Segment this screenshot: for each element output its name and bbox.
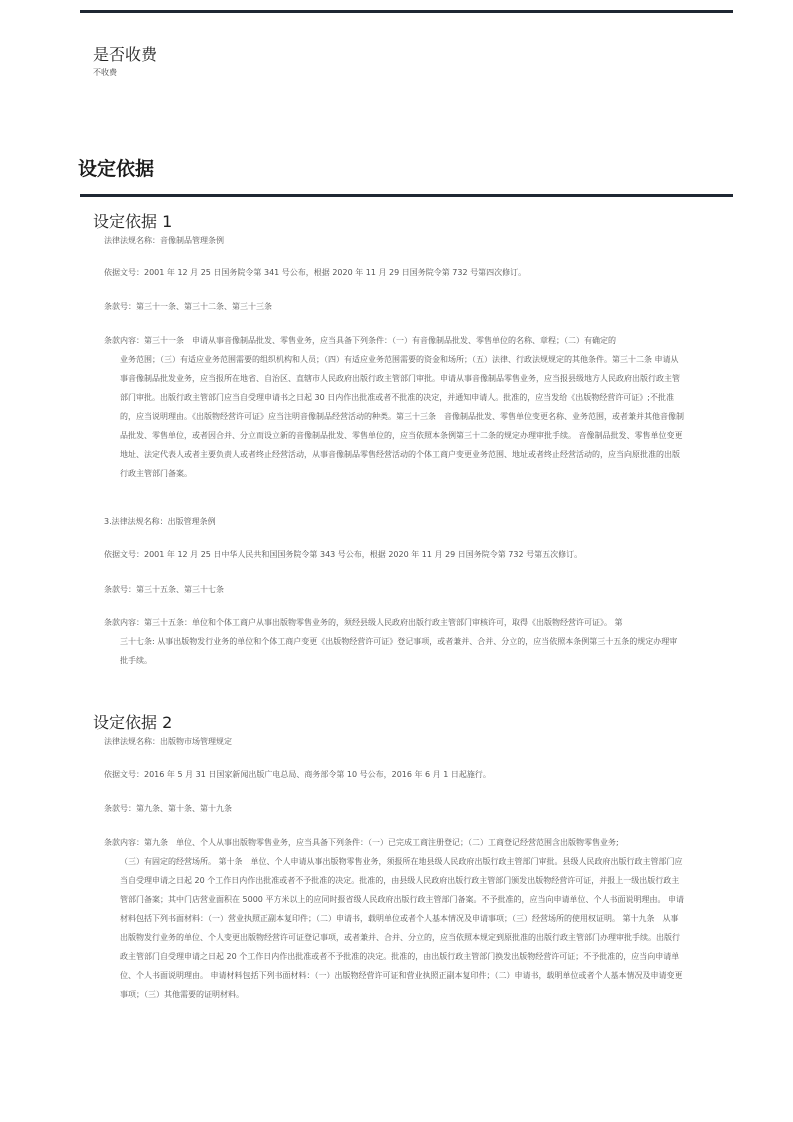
basis-1-title: 设定依据 1 [93,212,173,231]
basis-2-law-name: 法律法规名称：出版物市场管理规定 [104,737,232,746]
basis-2-title: 设定依据 2 [93,713,173,732]
basis-1-content-rest: 业务范围；（三）有适应业务范围需要的组织机构和人员；（四）有适应业务范围需要的资金和场所；（五）法律、行政法规规定的其他条件。第三十二条 申请从事音像制品批发业务，应当报所在地省、自治区、直辖市人民政府出版行政主管部门审批。申请从事音像制品零售业务，应当报县级地方人民政府出版行政主管部门审批。出版行政主管部门应当自受理申请书之日起 30 日内作出批准或者不批准的决定，并通知申请人。批准的，应当发给《出版物经营许可证》;不批准的，应当说明理由。《出版物经营许可证》应当注明音像制品经营活动的种类。第三十三条 音像制品批发、零售单位变更名称、业务范围，或者兼并其他音像制品批发、零售单位，或者因合并、分立而设立新的音像制品批发、零售单位的，应当依照本条例第三十二条的规定办理审批手续。 音像制品批发、零售单位变更地址、法定代表人或者主要负责人或者终止经营活动，从事音像制品零售经营活动的个体工商户变更业务范围、地址或者终止经营活动的，应当向原批准的出版行政主管部门备案。 [120,355,684,478]
top-divider [80,10,733,13]
basis-section-heading: 设定依据 [78,158,155,180]
basis-1-content-2-rest: 三十七条: 从事出版物发行业务的单位和个体工商户变更《出版物经营许可证》登记事项，或者兼并、合并、分立的，应当依照本条例第三十五条的规定办理审批手续。 [120,637,678,665]
fee-section-value: 不收费 [93,68,117,77]
basis-2-content-rest: （三）有固定的经营场所。 第十条 单位、个人申请从事出版物零售业务，须报所在地县级人民政府出版行政主管部门审批。县级人民政府出版行政主管部门应当自受理申请之日起 20 个工作日内作出批准或者不予批准的决定。批准的，由县级人民政府出版行政主管部门颁发出版物经营许可证，并报上一级出版行政主管部门备案；其中门店营业面积在 5000 平方米以上的应同时报省级人民政府出版行政主管部门备案。不予批准的，应当向申请单位、个人书面说明理由。 申请材料包括下列书面材料：（一）营业执照正副本复印件；（二）申请书，载明单位或者个人基本情况及申请事项；（三）经营场所的使用权证明。 第十九条 从事出版物发行业务的单位、个人变更出版物经营许可证登记事项，或者兼并、合并、分立的，应当依照本规定到原批准的出版行政主管部门办理审批手续。出版行政主管部门自受理申请之日起 20 个工作日内作出批准或者不予批准的决定。批准的，由出版行政主管部门换发出版物经营许可证；不予批准的，应当向申请单位、个人书面说明理由。 申请材料包括下列书面材料：（一）出版物经营许可证和营业执照正副本复印件；（二）申请书，载明单位或者个人基本情况及申请变更事项；（三）其他需要的证明材料。 [120,857,684,999]
fee-section-title: 是否收费 [93,45,158,64]
basis-1-doc-number: 依据文号：2001 年 12 月 25 日国务院令第 341 号公布，根据 2020 年 11 月 29 日国务院令第 732 号第四次修订。 [104,268,527,277]
basis-2-clause-number: 条款号：第九条、第十条、第十九条 [104,804,232,813]
basis-divider [80,194,733,197]
basis-1-content-first-line: 条款内容：第三十一条 申请从事音像制品批发、零售业务，应当具备下列条件：（一）有音像制品批发、零售单位的名称、章程；（二）有确定的 [104,336,616,345]
basis-2-doc-number: 依据文号：2016 年 5 月 31 日国家新闻出版广电总局、商务部令第 10 号公布，2016 年 6 月 1 日起施行。 [104,770,491,779]
basis-1-law-name: 法律法规名称：音像制品管理条例 [104,236,224,245]
basis-1-law-name-2: 3.法律法规名称：出版管理条例 [104,517,216,526]
basis-1-content-2-first-line: 条款内容：第三十五条：单位和个体工商户从事出版物零售业务的，须经县级人民政府出版行政主管部门审核许可，取得《出版物经营许可证》。 第 [104,618,623,627]
basis-1-clause-content [104,331,684,483]
basis-1-clause-number-2: 条款号：第三十五条、第三十七条 [104,585,224,594]
basis-2-clause-content [104,833,684,1004]
basis-1-clause-number: 条款号：第三十一条、第三十二条、第三十三条 [104,302,272,311]
basis-1-doc-number-2: 依据文号：2001 年 12 月 25 日中华人民共和国国务院令第 343 号公布，根据 2020 年 11 月 29 日国务院令第 732 号第五次修订。 [104,550,583,559]
basis-2-content-first-line: 条款内容：第九条 单位、个人从事出版物零售业务，应当具备下列条件：（一）已完成工商注册登记；（二）工商登记经营范围含出版物零售业务; [104,838,619,847]
basis-1-clause-content-2 [104,613,684,670]
